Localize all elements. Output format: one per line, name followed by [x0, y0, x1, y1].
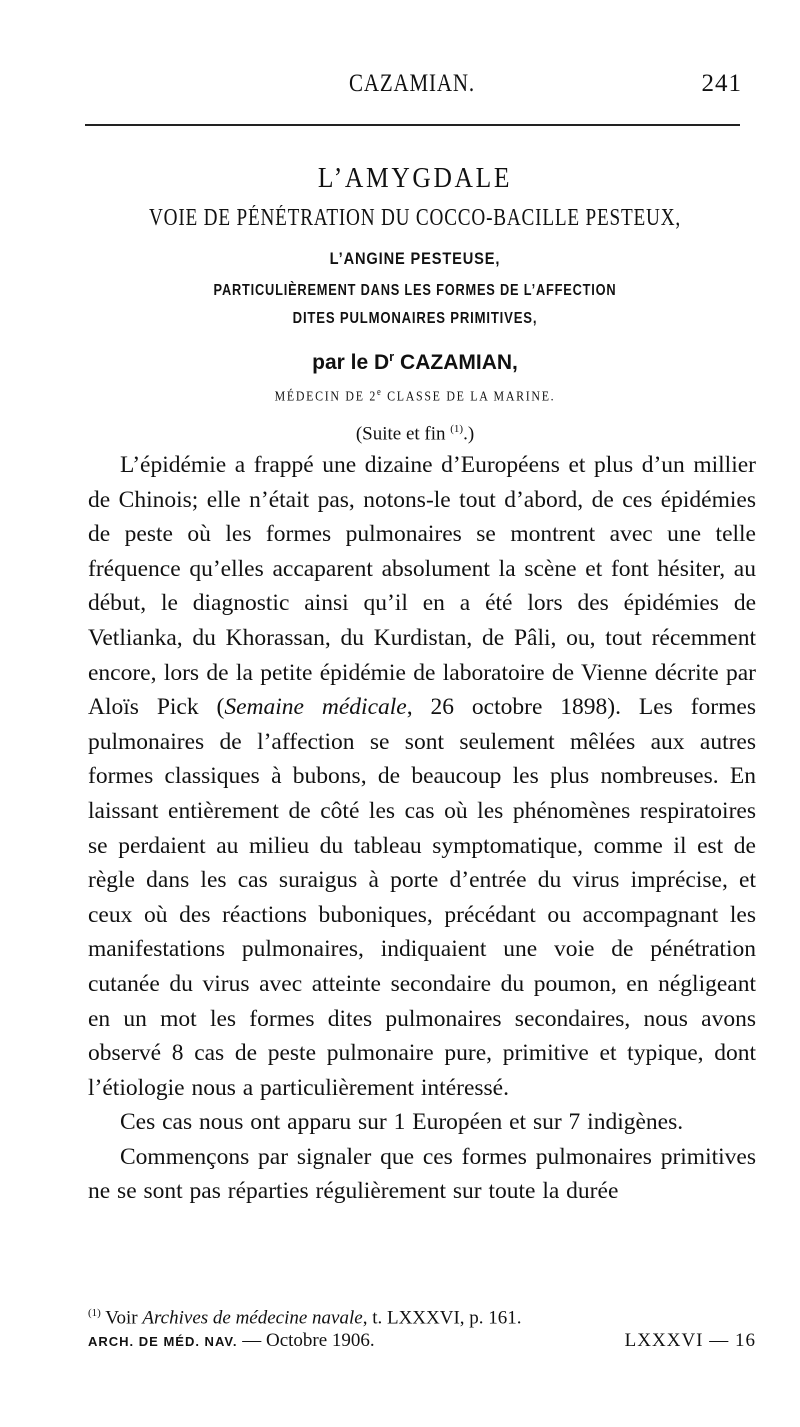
- colophon: [88, 1330, 756, 1360]
- article-subtitle-4: DITES PULMONAIRES PRIMITIVES,: [292, 310, 538, 327]
- author-prefix: par le $D^r$: [312, 349, 395, 374]
- colophon-right: LXXXVI — 16: [624, 1330, 756, 1351]
- paragraph-2: Ces cas nous ont apparu sur 1 Européen et sur 7 indigènes.: [120, 1109, 684, 1136]
- author-name: CAZAMIAN,: [394, 351, 518, 374]
- body-text: [88, 448, 756, 1209]
- footnote: $^{(1)}$ Voir Archives de médecine navale, t. LXXXVI, p. 161.: [88, 1307, 522, 1329]
- article-subtitle-3: PARTICULIÈREMENT DANS LES FORMES DE L’AFFECTION: [213, 282, 617, 299]
- article-title-block: [60, 160, 770, 448]
- running-head-title: CAZAMIAN.: [349, 70, 475, 97]
- author-sup: r: [389, 349, 395, 364]
- paragraph-1: L’épidémie a frappé une dizaine d’Européens et plus d’un millier de Chinois; elle n’était pas, notons-le tout d’abord, de ces épidémies de peste où les formes pulmonaires se montrent avec une telle fréquence qu’elles accaparent absolument la scène et font hésiter, au début, le diagnostic ainsi qu’il en a été lors des épidémies de Vetlianka, du Khorassan, du Kurdistan, de Pâli, ou, tout récemment encore, lors de la petite épidémie de laboratoire de Vienne décrite par Aloïs Pick (Semaine médicale, 26 octobre 1898). Les formes pulmonaires de l’affection se sont seulement mêlées aux autres formes classiques à bubons, de beaucoup les plus nombreuses. En laissant entièrement de côté les cas où les phénomènes respiratoires se perdaient au milieu du tableau symptomatique, comme il est de règle dans les cas suraigus à porte d’entrée du virus imprécise, et ceux où des réactions buboniques, précédant ou accompagnant les manifestations pulmonaires, indiquaient une voie de pénétration cutanée du virus avec atteinte secondaire du poumon, en négligeant en un mot les formes dites pulmonaires secondaires, nous avons observé 8 cas de peste pulmonaire pure, primitive et typique, dont l’étiologie nous a particulièrement intéressé.: [88, 452, 756, 1101]
- paragraph-3: Commençons par signaler que ces formes pulmonaires primitives ne se sont pas réparties régulièrement sur toute la durée: [88, 1143, 756, 1205]
- footnote-mark: (1): [88, 1307, 101, 1319]
- footnote-ref: (1): [450, 422, 464, 435]
- article-subtitle-1: VOIE DE PÉNÉTRATION DU COCCO-BACILLE PESTEUX,: [149, 205, 681, 231]
- running-head: [82, 70, 742, 104]
- author-role: MÉDECIN DE 2e CLASSE DE LA MARINE.: [274, 387, 556, 405]
- page-number: 241: [701, 70, 742, 97]
- header-rule: [85, 124, 740, 126]
- journal-title-italic: Semaine médicale: [224, 694, 407, 721]
- article-subtitle-2: L’ANGINE PESTEUSE,: [329, 249, 501, 268]
- article-title: L’AMYGDALE: [317, 162, 513, 194]
- continuation-note: (Suite et fin $^{(1)}$.): [355, 422, 475, 444]
- colophon-left: ARCH. DE MÉD. NAV. — Octobre 1906.: [88, 1330, 375, 1351]
- role-sup: e: [376, 387, 383, 398]
- footnote-journal: Archives de médecine navale: [142, 1307, 363, 1329]
- author-line: [60, 340, 770, 380]
